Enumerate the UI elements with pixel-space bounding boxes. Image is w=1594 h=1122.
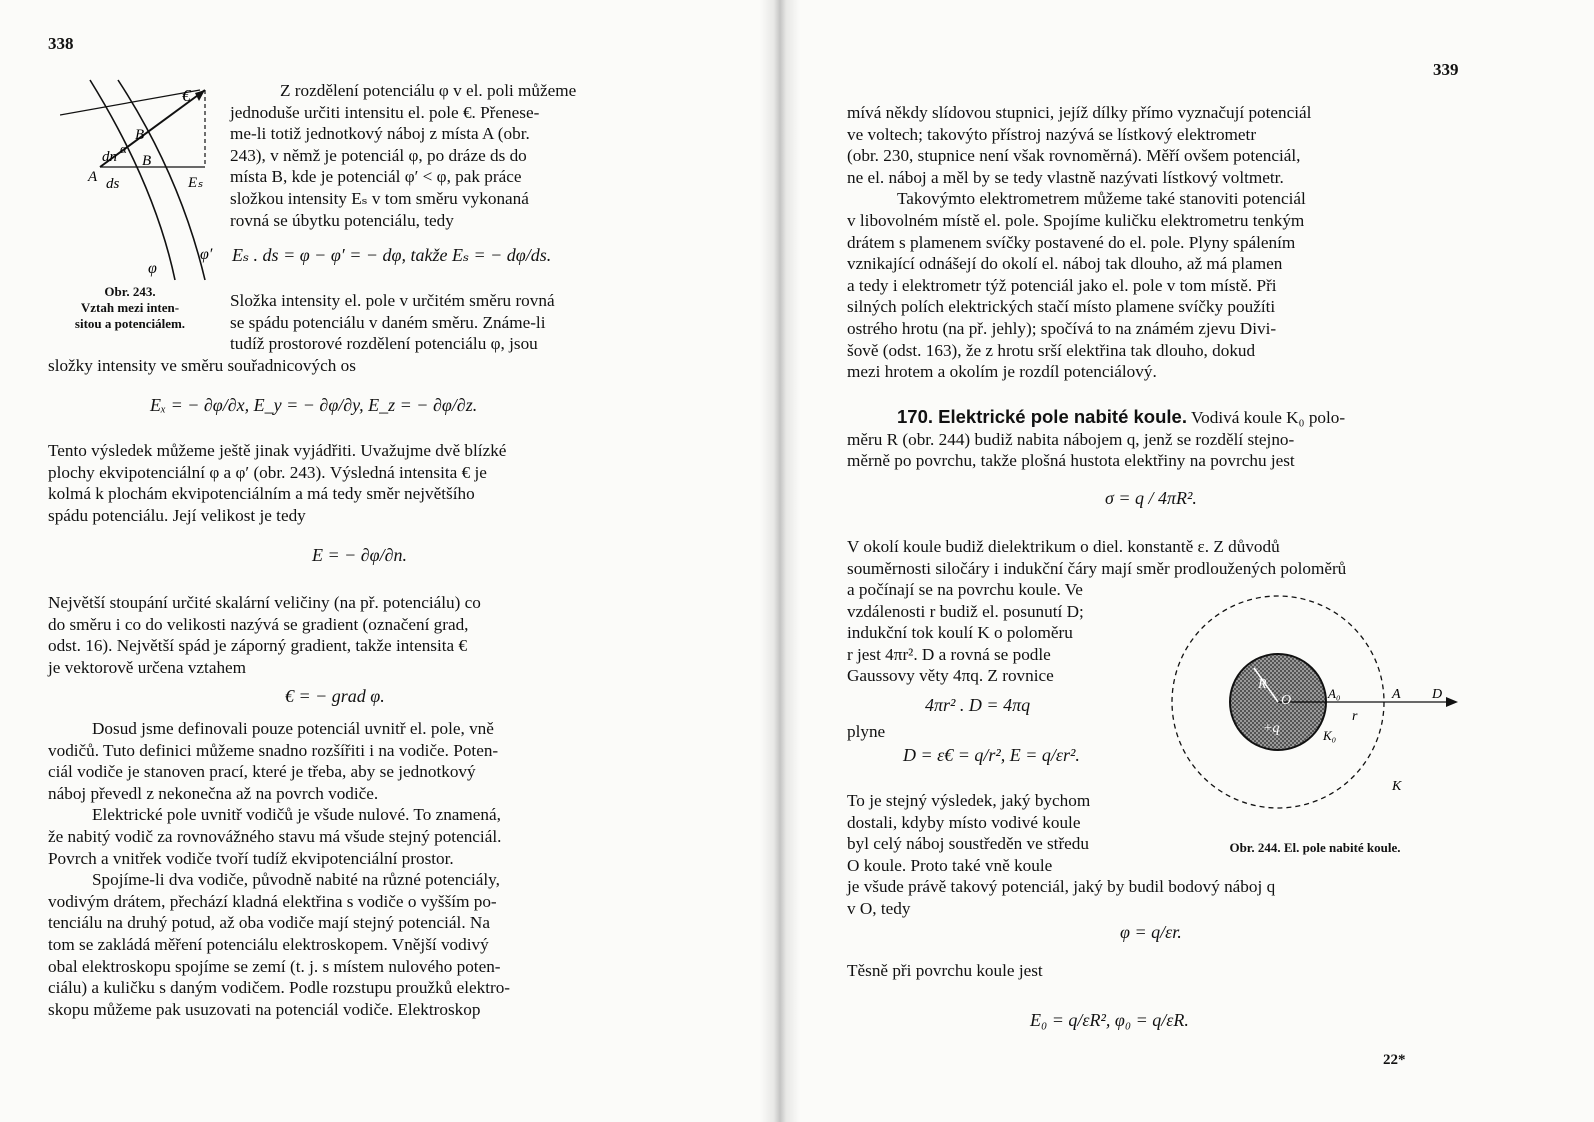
text-line: plochy ekvipotenciální φ a φ′ (obr. 243). Výsledná intensita € je [48,462,487,482]
text-line: je vektorově určena vztahem [48,657,247,677]
paragraph-gradient-intro [48,440,668,526]
label-alpha: α [120,141,127,156]
text-line: (obr. 230, stupnice není však rovnoměrná). Měří ovšem potenciál, [847,146,1301,166]
right-page [775,0,1594,1122]
text-line: Povrch a vnitřek vodiče tvoří tudíž ekvipotenciální prostor. [48,848,454,868]
page-number-left: 338 [48,34,74,53]
label-a: A [1392,687,1401,702]
label-d: D [1432,687,1443,702]
label-b-upper: B [135,127,145,143]
text-line: skopu můžeme pak usuzovati na potenciál vodiče. Elektroskop [48,999,481,1019]
paragraph-result [847,790,1157,876]
text-line: tenciálu na druhý potud, až oba vodiče mají stejný potenciál. Na [48,913,490,933]
text-line: vodivým drátem, přechází kladná elektřina s vodiče o vyšším po- [48,891,497,911]
text-line: že nabitý vodič za rovnovážného stavu má všude stejný potenciál. [48,826,502,846]
text-line: byl celý náboj soustředěn ve středu [847,834,1089,854]
text-line: me-li totiž jednotkový náboj z místa A (obr. [230,124,530,144]
text-line: vodičů. Tuto definici můžeme snadno rozšířiti i na vodiče. Poten- [48,740,499,760]
left-page [0,0,775,1122]
paragraph-potential [847,876,1467,919]
arrow-head [195,90,205,101]
label-k0: K₀ [1323,728,1337,743]
label-phi: φ [148,260,157,277]
figure-244-caption: Obr. 244. El. pole nabité koule. [1229,840,1401,855]
label-e: € [182,86,191,105]
text-plyne: plyne [847,722,886,741]
equation-es: Eₛ . ds = φ − φ′ = − dφ, takže Eₛ = − dφ/ds. [232,245,552,265]
text-line: složkou intensity Eₛ v tom směru vykonaná [230,188,529,208]
text-line: Vodivá koule K₀ polo- [1190,408,1346,427]
text-line: tudíž prostorové rozdělení potenciálu φ, jsou [230,334,538,354]
label-phi-prime: φ′ [200,246,213,263]
paragraph-intro [230,80,670,231]
text-line: ve voltech; takovýto přístroj nazývá se lístkový elektrometr [847,124,1257,144]
text-line: v libovolném místě el. pole. Spojíme kuličku elektrometru tenkým [847,210,1305,230]
text-line: Spojíme-li dva vodiče, původně nabité na různé potenciály, [92,870,500,890]
text-line: Elektrické pole uvnitř vodičů je všude nulové. To znamená, [92,805,501,825]
text-line: a tedy i elektrometr týž potenciál jako el. pole v tom místě. Při [847,275,1277,295]
text-line: je všude právě takový potenciál, jaký by budil bodový náboj q [847,877,1276,896]
label-b: B [142,153,152,169]
text-line: indukční tok koulí K o poloměru [847,623,1073,643]
paragraph-electrometer [847,102,1467,383]
text-line: mezi hrotem a okolím je rozdíl potenciálový. [847,362,1157,382]
label-o: O [1281,693,1292,708]
text-line: Gaussovy věty 4πq. Z rovnice [847,666,1054,686]
paragraph-gradient [48,592,668,678]
text-line: jednoduše určiti intensitu el. pole €. Přenese- [230,102,540,122]
text-line: šově (odst. 163), že z hrotu srší elektřina tak dlouho, dokud [847,340,1256,360]
caption-line: Vztah mezi inten- [80,300,180,315]
text-line: měru R (obr. 244) budiž nabita nábojem q, jenž se rozdělí stejno- [847,429,1295,449]
text-line: O koule. Proto také vně koule [847,855,1053,875]
figure-243-caption [30,284,230,332]
printer-signature: 22* [1383,1052,1406,1068]
text-line: se spádu potenciálu v daném směru. Známe-li [230,312,546,332]
label-plus-q: +q [1263,721,1280,736]
text-line: ciál vodiče je stanoven prací, které je třeba, aby se jednotkový [48,762,476,782]
text-line: ostrého hrotu (na př. jehly); spočívá to na známém zjevu Divi- [847,318,1277,338]
text-line: Dosud jsme definovali pouze potenciál uvnitř el. pole, vně [92,719,494,738]
caption-line: sitou a potenciálem. [74,316,186,331]
text-line: ciálu) a kuličku s daným vodičem. Podle rozstupu proužků elektro- [48,978,511,998]
text-line: místa B, kde je potenciál φ′ < φ, pak práce [230,167,522,187]
text-line: Největší stoupání určité skalární veličiny (na př. potenciálu) co [48,593,481,612]
book-gutter [760,0,800,1122]
text-line: drátem s plamenem svíčky postavené do el. pole. Plyny spálením [847,232,1296,252]
text-line: silných polích elektrických stačí místo plamene svíčky použíti [847,297,1276,317]
text-line: měrně po povrchu, takže plošná hustota elektřiny na povrchu jest [847,451,1295,471]
label-ds: ds [106,176,120,192]
label-a0: A₀ [1328,686,1341,701]
text-surface: Těsně při povrchu koule jest [847,961,1043,980]
text-line: kolmá k plochám ekvipotenciálním a má tedy směr největšího [48,484,475,504]
label-es: Eₛ [188,175,203,191]
label-a: A [88,169,98,185]
equation-d: D = ε€ = q/r², E = q/εr². [903,745,1080,765]
text-line: a počínají se na povrchu koule. Ve [847,580,1083,599]
figure-244 [1160,590,1480,830]
label-dn: dn [102,149,117,165]
equipotential-line-phi [90,80,175,280]
field-arrow-e [60,90,200,115]
label-k: K [1392,779,1402,794]
text-line: Z rozdělení potenciálu φ v el. poli můžeme [280,81,577,100]
text-line: Složka intensity el. pole v určitém směru rovná [230,291,555,310]
text-line: dostali, kdyby místo vodivé koule [847,812,1081,832]
text-line: náboj převedl z nekonečna až na povrch vodiče. [48,783,379,803]
text-line: tom se zakládá měření potenciálu elektroskopem. Vnější vodivý [48,934,489,954]
text-line: souměrnosti siločáry i indukční čáry mají směr prodloužených poloměrů [847,558,1347,578]
equation-phi: φ = q/εr. [1120,922,1182,942]
equation-e-normal: E = − ∂φ/∂n. [312,545,408,565]
paragraph-component-end [48,355,668,377]
paragraph-gauss [847,579,1157,687]
text-line: V okolí koule budiž dielektrikum o diel. konstantě ε. Z důvodů [847,537,1280,556]
section-heading: 170. Elektrické pole nabité koule. [897,406,1187,427]
text-line: vzdálenosti r budiž el. posunutí D; [847,601,1084,621]
caption-number: Obr. 243. [104,284,156,299]
text-line: do směru i co do velikosti nazývá se gradient (označení grad, [48,614,469,634]
figure-243 [60,75,225,285]
d-arrow-head [1446,697,1458,707]
label-r-small: r [1352,709,1358,724]
paragraph-conductor [48,718,668,1020]
section-first-line [847,406,1467,429]
text-line: ne el. náboj a měl by se tedy vlastně nazývati lístkový voltmetr. [847,167,1284,187]
text-line: 243), v němž je potenciál φ, po dráze ds do [230,145,527,165]
equation-components: Eₓ = − ∂φ/∂x, E_y = − ∂φ/∂y, E_z = − ∂φ/∂z. [150,395,478,415]
text-line: r jest 4πr². D a rovná se podle [847,644,1051,664]
text-line: vznikající odnášejí do okolí el. náboj tak dlouho, až má plamen [847,254,1283,274]
text-line: Tento výsledek můžeme ještě jinak vyjádřiti. Uvažujme dvě blízké [48,441,507,460]
label-r-big: R [1258,677,1267,692]
text-line: v O, tedy [847,898,911,918]
text-line: obal elektroskopu spojíme se zemí (t. j. s místem nulového poten- [48,956,501,976]
text-line: rovná se úbytku potenciálu, tedy [230,210,454,230]
text-line: složky intensity ve směru souřadnicových os [48,356,356,375]
section-170 [847,406,1467,472]
text-line: odst. 16). Největší spád je záporný gradient, takže intensita € [48,636,468,656]
equation-surface: E₀ = q/εR², φ₀ = q/εR. [1030,1010,1189,1030]
text-line: spádu potenciálu. Její velikost je tedy [48,505,306,525]
paragraph-component [230,290,670,355]
text-line: Takovýmto elektrometrem můžeme také stanoviti potenciál [897,189,1306,209]
text-line: mívá někdy slídovou stupnici, jejíž dílky přímo vyznačují potenciál [847,103,1312,122]
equation-grad: € = − grad φ. [285,686,385,706]
equation-sigma: σ = q / 4πR². [1105,488,1197,508]
equation-gauss: 4πr² . D = 4πq [925,695,1031,715]
text-line: To je stejný výsledek, jaký bychom [847,791,1091,810]
paragraph-dielectric [847,536,1467,579]
page-number-right: 339 [1433,60,1459,79]
